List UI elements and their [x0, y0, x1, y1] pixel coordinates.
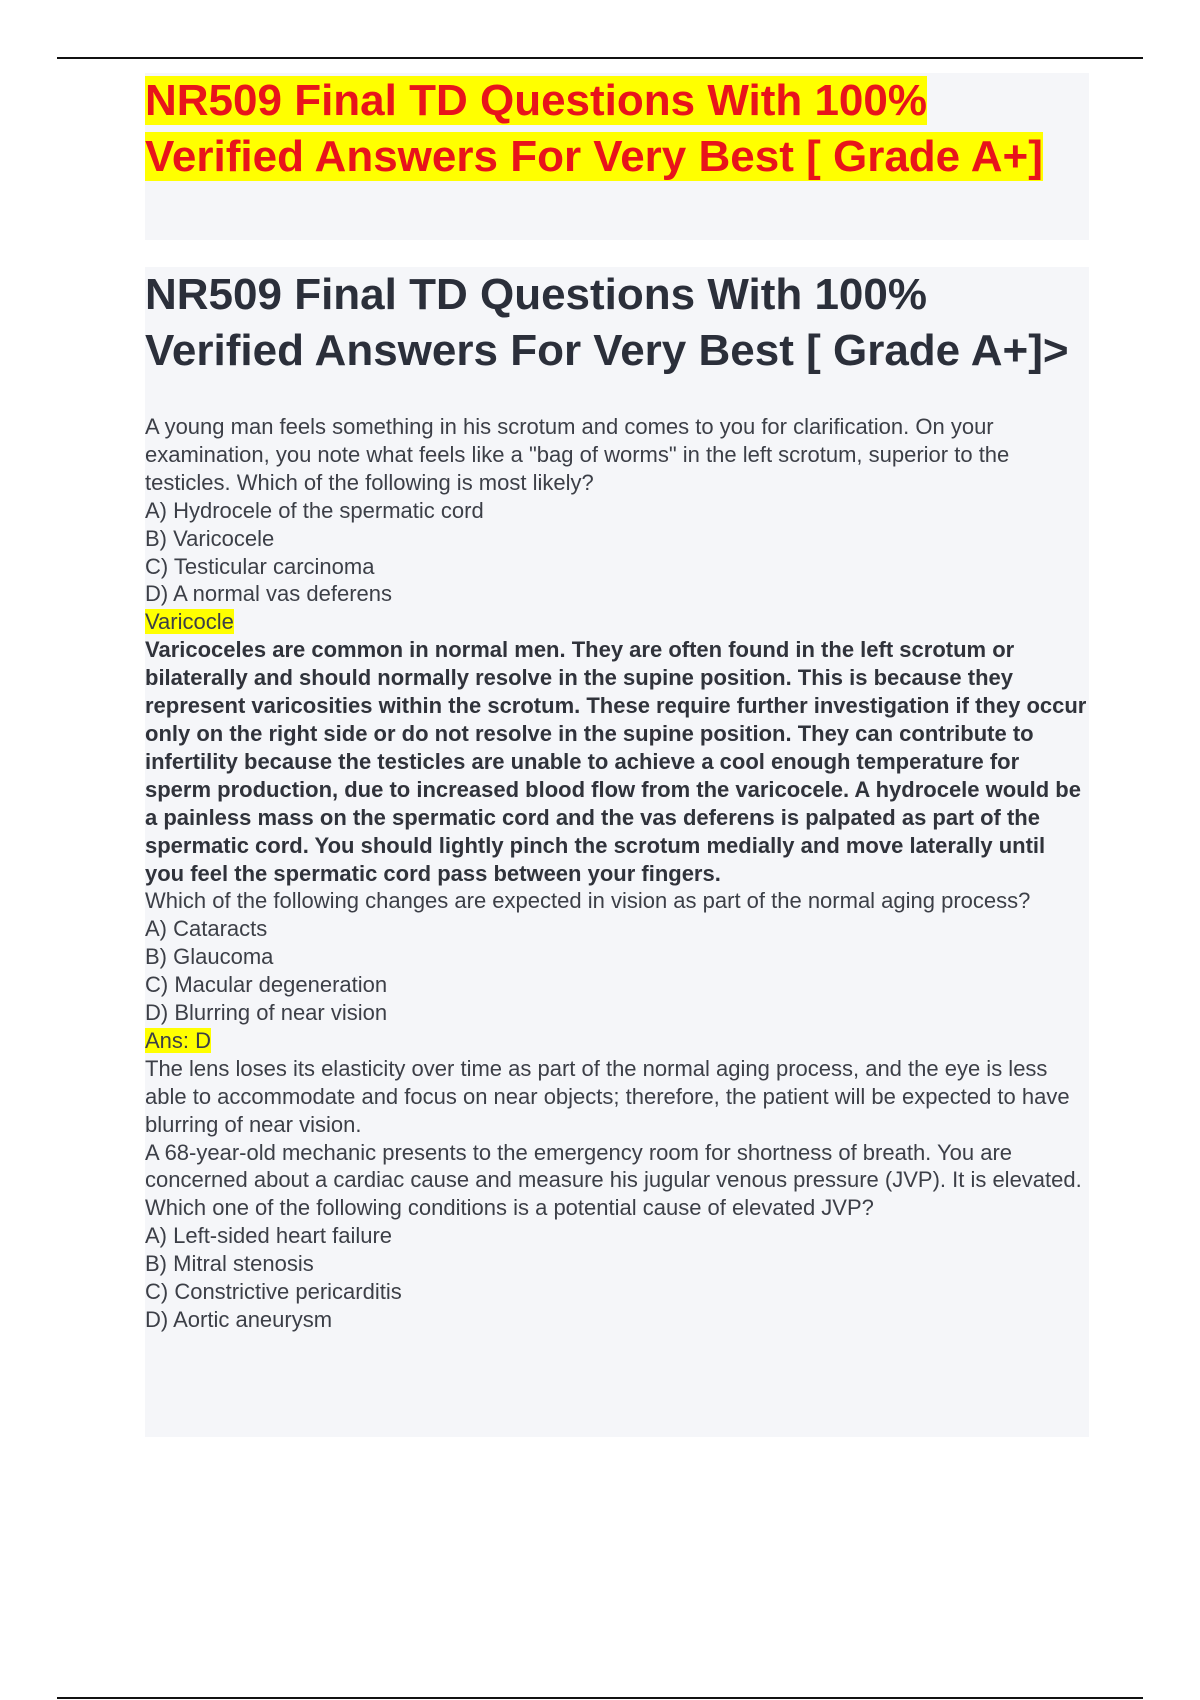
answer-option: B) Varicocele — [145, 525, 275, 551]
highlighted-title-text: NR509 Final TD Questions With 100% Verified Answers For Very Best [ Grade A+] — [145, 76, 1043, 181]
answer-option: C) Constrictive pericarditis — [145, 1279, 402, 1305]
highlighted-title-block — [145, 73, 1089, 240]
answer-option: D) Aortic aneurysm — [145, 1307, 333, 1332]
page-heading: NR509 Final TD Questions With 100% Verified Answers For Very Best [ Grade A+]> — [145, 270, 1069, 375]
top-rule — [57, 57, 1143, 59]
answer-option: C) Macular degeneration — [145, 972, 388, 998]
answer-option: A) Cataracts — [145, 916, 268, 942]
answer-line — [145, 608, 1089, 636]
answer-option: B) Glaucoma — [145, 944, 274, 970]
question-stem: Which of the following changes are expected in vision as part of the normal aging process? — [145, 888, 1031, 914]
question-stem: A 68-year-old mechanic presents to the emergency room for shortness of breath. You are concerned about a cardiac cause and measure his jugular venous pressure (JVP). It is elevated. Which one of the following conditions is a potential cause of elevated JVP? — [145, 1139, 1082, 1221]
bottom-rule — [57, 1697, 1143, 1699]
answer-option: A) Hydrocele of the spermatic cord — [145, 497, 484, 523]
answer-option: D) A normal vas deferens — [145, 581, 393, 607]
answer-option: C) Testicular carcinoma — [145, 553, 375, 579]
answer-option: B) Mitral stenosis — [145, 1251, 314, 1277]
correct-answer-highlight: Varicocle — [145, 609, 234, 635]
question-stem: A young man feels something in his scrotum and comes to you for clarification. On your examination, you note what feels like a "bag of worms" in the left scrotum, superior to the testicles. Which of the following is most likely? — [145, 414, 1010, 495]
answer-rationale: The lens loses its elasticity over time as part of the normal aging process, and the eye is less able to accommodate and focus on near objects; therefore, the patient will be expected to have blurring of near vision. — [145, 1055, 1070, 1137]
document-content — [145, 267, 1089, 1437]
highlighted-title — [145, 73, 1089, 185]
answer-rationale: Varicoceles are common in normal men. They are often found in the left scrotum or bilaterally and should normally resolve in the supine position. This is because they represent varicosities within the scrotum. These require further investigation if they occur only on the right side or do not resolve in the supine position. They can contribute to infertility because the testicles are unable to achieve a cool enough temperature for sperm production, due to increased blood flow from the varicocele. A hydrocele would be a painless mass on the spermatic cord and the vas deferens is palpated as part of the spermatic cord. You should lightly pinch the scrotum medially and move laterally until you feel the spermatic cord pass between your fingers. — [145, 637, 1087, 886]
answer-option: D) Blurring of near vision — [145, 1000, 388, 1026]
answer-option: A) Left-sided heart failure — [145, 1223, 393, 1249]
answer-line — [145, 1027, 1089, 1055]
correct-answer-highlight: Ans: D — [145, 1027, 212, 1053]
question-list — [145, 413, 1089, 1334]
